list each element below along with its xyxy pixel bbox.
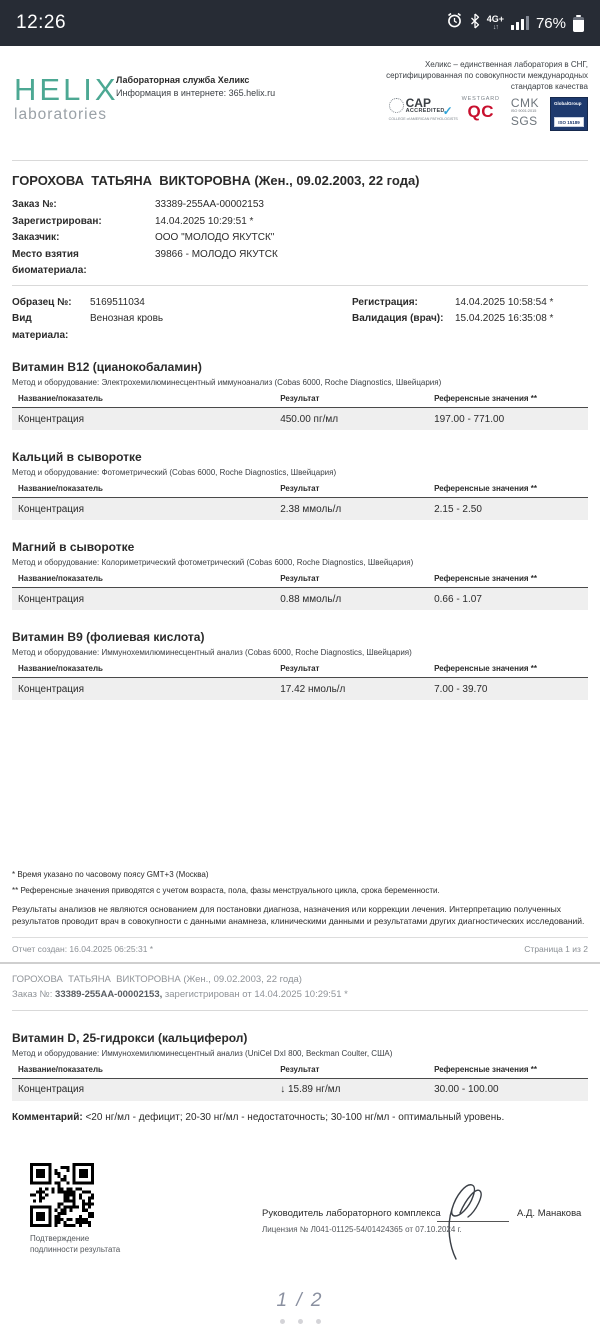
order-field-row (12, 247, 588, 280)
sample-field-row (12, 295, 352, 312)
page2-header (12, 972, 588, 1003)
certification-badges (389, 97, 588, 131)
signature-scribble (436, 1177, 488, 1268)
logo-text: HELIX (14, 72, 119, 107)
westgard-qc-badge (462, 97, 500, 120)
cmk-sgs-badge (511, 97, 539, 127)
col-reference: Референсные значения ** (434, 394, 537, 403)
cap-label: CAP (405, 96, 431, 110)
table-header (12, 484, 588, 498)
field-value: ООО "МОЛОДО ЯКУТСК" (155, 232, 275, 243)
field-value: 14.04.2025 10:29:51 * (155, 215, 254, 227)
table-row (12, 408, 588, 430)
page-number: Страница 1 из 2 (524, 943, 588, 954)
page-separator (0, 962, 600, 964)
cap-caption: COLLEGE of AMERICAN PATHOLOGISTS (388, 116, 458, 121)
test-title: Магний в сыворотке (12, 540, 135, 554)
col-result: Результат (280, 664, 320, 673)
row-name: Концентрация (18, 413, 85, 425)
test-title: Кальций в сыворотке (12, 450, 142, 464)
patient-name: ГОРОХОВА ТАТЬЯНА ВИКТОРОВНА (Жен., 09.02.2003, 22 года) (12, 173, 420, 188)
col-name: Название/показатель (18, 484, 103, 493)
viewer-footer (0, 1290, 600, 1324)
sample-field-row (352, 295, 588, 312)
col-name: Название/показатель (18, 1064, 103, 1074)
col-name: Название/показатель (18, 664, 103, 673)
field-value: 14.04.2025 10:58:54 * (455, 296, 554, 308)
field-label: Образец №: (12, 296, 72, 308)
signal-bars-icon (511, 16, 529, 30)
row-reference: 7.00 - 39.70 (434, 683, 488, 695)
row-result: 0.88 ммоль/л (280, 593, 342, 605)
signature-block (12, 1159, 588, 1279)
test-title: Витамин B9 (фолиевая кислота) (12, 630, 205, 644)
sample-field-row (352, 311, 588, 328)
footnotes (12, 867, 588, 899)
order-field-row (12, 230, 588, 247)
comment-line (12, 1112, 588, 1123)
globalgroup-label: GlobalGroup (554, 101, 582, 106)
network-type-label: 4G+ (486, 14, 504, 24)
field-label: Заказчик: (12, 232, 60, 243)
battery-percent: 76% (535, 14, 566, 32)
divider (12, 1010, 588, 1011)
field-value: 33389-255AA-00002153 (155, 199, 264, 210)
field-label: Место взятия биоматериала: (12, 248, 87, 276)
test-method: Метод и оборудование: Фотометрический (Cobas 6000, Roche Diagnostics, Швейцария) (12, 468, 337, 477)
col-reference: Референсные значения ** (434, 1064, 537, 1074)
col-name: Название/показатель (18, 574, 103, 583)
order-field-row (12, 197, 588, 214)
footnote-reference: ** Референсные значения приводятся с учетом возраста, пола, фазы менструального цикла, срока беременности. (12, 886, 440, 895)
status-time: 12:26 (16, 12, 67, 33)
field-value: Венозная кровь (90, 313, 164, 324)
table-row (12, 1079, 588, 1101)
sgs-label: SGS (510, 113, 538, 128)
battery-icon (573, 15, 584, 32)
test-method: Метод и оборудование: Колориметрический фотометрический (Cobas 6000, Roche Diagnostics, Швейцария) (12, 558, 414, 567)
col-result: Результат (280, 574, 320, 583)
divider (12, 160, 588, 161)
sample-field-row (12, 311, 352, 344)
helix-logo (14, 74, 119, 123)
field-value: 5169511034 (90, 296, 145, 308)
test-section-b9 (12, 630, 588, 700)
pager-dot[interactable] (280, 1319, 285, 1324)
qr-caption-line1: Подтверждение (30, 1233, 90, 1243)
signatory-name: А.Д. Манакова (517, 1207, 582, 1219)
order-label: Заказ №: (12, 989, 56, 1001)
row-result: 2.38 ммоль/л (280, 503, 342, 515)
col-name: Название/показатель (18, 394, 103, 403)
report-document (0, 60, 600, 962)
sample-left (12, 295, 352, 345)
status-bar (0, 0, 600, 46)
test-section-magnesium (12, 540, 588, 610)
qc-label: QC (467, 101, 494, 121)
service-url: Информация в интернете: 365.helix.ru (116, 88, 276, 99)
sample-info (12, 295, 588, 345)
col-reference: Референсные значения ** (434, 484, 537, 493)
table-header (12, 394, 588, 408)
qr-caption (30, 1233, 120, 1255)
service-name: Лабораторная служба Хеликс (116, 75, 250, 85)
col-result: Результат (280, 394, 320, 403)
westgard-label: WESTGARD (461, 96, 500, 102)
order-field-row (12, 214, 588, 231)
row-name: Концентрация (18, 593, 85, 605)
test-method: Метод и оборудование: Электрохемилюминесцентный иммуноанализ (Cobas 6000, Roche Diagnostics, Швейцария) (12, 378, 442, 387)
field-label: Валидация (врач): (352, 313, 444, 324)
row-reference: 2.15 - 2.50 (434, 503, 482, 515)
test-title: Витамин B12 (цианокобаламин) (12, 360, 202, 374)
logo-subtext: laboratories (14, 106, 107, 123)
order-registered: зарегистрирован от 14.04.2025 10:29:51 * (162, 989, 348, 1001)
row-reference: 0.66 - 1.07 (434, 593, 482, 605)
field-value: 39866 - МОЛОДО ЯКУТСК (155, 248, 278, 260)
service-info (116, 74, 275, 100)
network-arrows: ↓↑ (492, 24, 498, 31)
qr-code (30, 1163, 94, 1227)
bluetooth-icon (470, 13, 480, 34)
qr-caption-line2: подлинности результата (30, 1244, 121, 1254)
field-value: 15.04.2025 16:35:08 * (455, 313, 554, 324)
comment-label: Комментарий: (12, 1111, 83, 1123)
report-page2 (0, 972, 600, 1279)
alarm-icon (446, 12, 463, 34)
table-header (12, 574, 588, 588)
table-row (12, 588, 588, 610)
field-label: Вид материала: (12, 313, 69, 341)
divider (12, 285, 588, 286)
row-reference: 30.00 - 100.00 (434, 1084, 499, 1096)
col-result: Результат (280, 1064, 320, 1074)
table-header (12, 664, 588, 678)
header-tagline: Хеликс – единственная лаборатория в СНГ, сертифицированная по совокупности международных стандартов качества (386, 60, 588, 91)
cap-sublabel: ACCREDITED (405, 108, 445, 114)
table-row (12, 678, 588, 700)
order-line (12, 987, 588, 1003)
globalgroup-badge (550, 97, 588, 131)
report-created: Отчет создан: 16.04.2025 06:25:31 * (12, 943, 154, 954)
table-header (12, 1065, 588, 1079)
field-label: Регистрация: (352, 296, 418, 308)
sample-right (352, 295, 588, 345)
report-header (12, 60, 588, 160)
test-method: Метод и оборудование: Иммунохемилюминесцентный анализ (Cobas 6000, Roche Diagnostics, Швейцария) (12, 648, 412, 657)
row-reference: 197.00 - 771.00 (434, 413, 505, 425)
pager-dots[interactable] (0, 1319, 600, 1324)
checkmark-icon: ✓ (442, 104, 453, 118)
cap-accredited-badge (388, 96, 458, 121)
test-section-vitamin-d (12, 1031, 588, 1101)
iso15189-label: ISO 15189 (554, 117, 584, 127)
col-result: Результат (280, 484, 320, 493)
col-reference: Референсные значения ** (434, 664, 537, 673)
page1-footer (12, 937, 588, 962)
disclaimer-text: Результаты анализов не являются основанием для постановки диагноза, назначения или коррекции лечения. Интерпретацию полученных результатов проводит врач в совокупности с данными анамнеза, клиническими данными и результатами других диагностических исследований. (12, 904, 585, 926)
patient-name-repeat: ГОРОХОВА ТАТЬЯНА ВИКТОРОВНА (Жен., 09.02.2003, 22 года) (12, 973, 302, 985)
network-type-indicator (487, 15, 504, 31)
row-name: Концентрация (18, 1084, 85, 1096)
status-icons (446, 12, 584, 34)
cmk-iso-label: ISO 9001:2015 (510, 109, 537, 113)
order-number: 33389-255AA-00002153, (55, 989, 163, 1001)
signatory-role: Руководитель лабораторного комплекса (262, 1207, 441, 1219)
comment-text: <20 нг/мл - дефицит; 20-30 нг/мл - недостаточность; 30-100 нг/мл - оптимальный уровень. (82, 1111, 505, 1123)
field-label: Заказ №: (12, 199, 57, 210)
license-number: Лицензия № Л041-01125-54/01424365 от 07.10.2024 г. (262, 1224, 462, 1234)
row-name: Концентрация (18, 683, 85, 695)
cmk-label: CMK (510, 96, 539, 110)
test-title: Витамин D, 25-гидрокси (кальциферол) (12, 1030, 248, 1045)
row-result-low: ↓ 15.89 нг/мл (280, 1084, 341, 1096)
pager-dot[interactable] (316, 1319, 321, 1324)
row-name: Концентрация (18, 503, 85, 515)
field-label: Зарегистрирован: (12, 215, 102, 227)
table-row (12, 498, 588, 520)
footnote-timezone: * Время указано по часовому поясу GMT+3 (Москва) (12, 870, 209, 879)
page-indicator: 1 / 2 (276, 1290, 324, 1311)
row-result: 17.42 нмоль/л (280, 683, 346, 695)
order-fields (12, 197, 588, 280)
pager-dot[interactable] (298, 1319, 303, 1324)
cap-seal-icon (389, 98, 404, 113)
test-section-b12 (12, 360, 588, 430)
test-method: Метод и оборудование: Иммунохемилюминесцентный анализ (UniCel DxI 800, Beckman Coulter, США) (12, 1048, 393, 1058)
row-result: 450.00 пг/мл (280, 413, 339, 425)
test-section-calcium (12, 450, 588, 520)
col-reference: Референсные значения ** (434, 574, 537, 583)
